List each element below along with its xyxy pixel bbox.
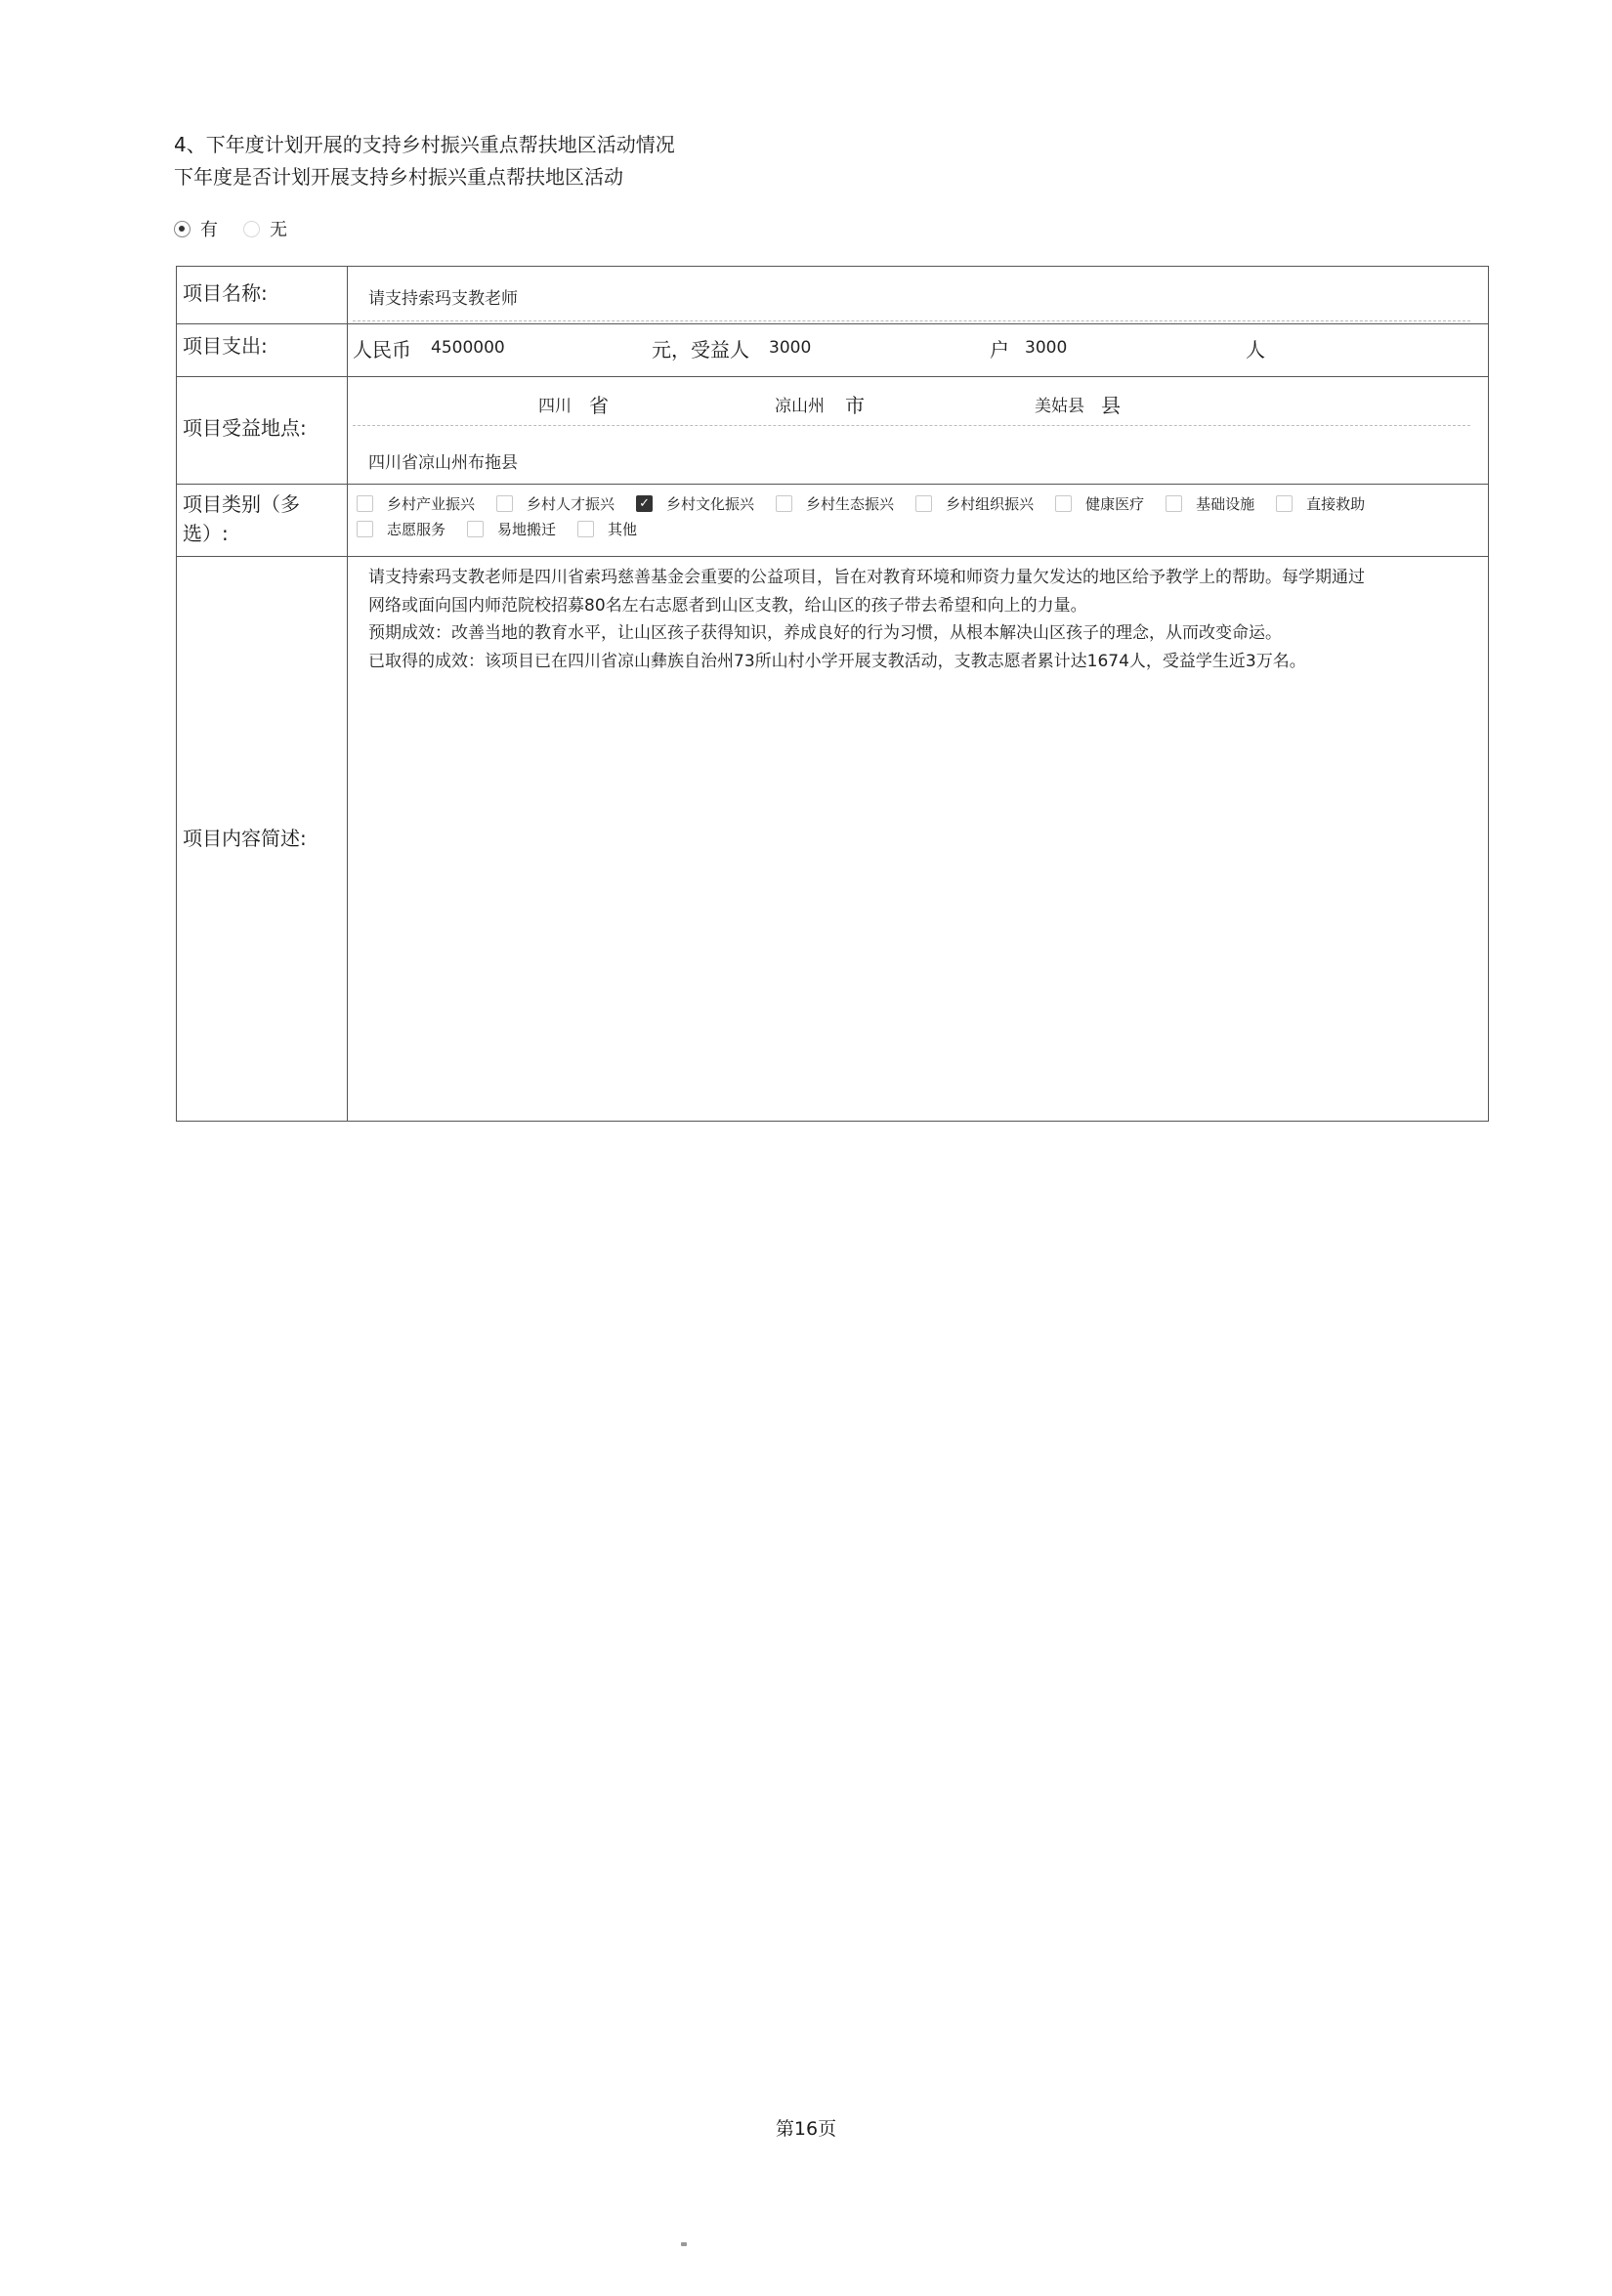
name-label: 项目名称: (183, 281, 268, 305)
checkbox-organization-label: 乡村组织振兴 (946, 495, 1035, 513)
location-underline (353, 425, 1470, 426)
household-unit: 户 (990, 338, 1009, 361)
checkbox-volunteer[interactable] (357, 521, 373, 537)
checkbox-other-label: 其他 (608, 521, 638, 538)
description-label: 项目内容简述: (183, 827, 307, 850)
city-unit: 市 (845, 394, 865, 417)
checkbox-organization[interactable] (915, 495, 932, 512)
people-unit: 人 (1246, 338, 1265, 361)
row-divider (177, 323, 1488, 324)
county-value: 美姑县 (1035, 397, 1084, 416)
row-divider (177, 556, 1488, 557)
checkbox-culture[interactable] (636, 495, 653, 512)
checkbox-industry-label: 乡村产业振兴 (387, 495, 476, 513)
checkbox-talent[interactable] (496, 495, 513, 512)
county-unit: 县 (1101, 394, 1121, 417)
location-label: 项目受益地点: (183, 416, 307, 440)
expense-label: 项目支出: (183, 334, 268, 358)
checkbox-culture-label: 乡村文化振兴 (666, 495, 755, 513)
checkbox-ecology-label: 乡村生态振兴 (806, 495, 895, 513)
checkbox-other[interactable] (577, 521, 594, 537)
table-column-divider (347, 267, 348, 1121)
radio-yes[interactable] (174, 221, 191, 237)
section-heading: 4、下年度计划开展的支持乡村振兴重点帮扶地区活动情况 (174, 133, 675, 156)
checkbox-health-label: 健康医疗 (1085, 495, 1145, 513)
row-divider (177, 484, 1488, 485)
description-line: 网络或面向国内师范院校招募80名左右志愿者到山区支教，给山区的孩子带去希望和向上的力量。 (368, 595, 1087, 616)
description-line: 已取得的成效：该项目已在四川省凉山彝族自治州73所山村小学开展支教活动，支教志愿者累计达1674人，受益学生近3万名。 (368, 651, 1306, 671)
city-value: 凉山州 (775, 397, 825, 416)
category-options-row1 (357, 493, 1386, 514)
radio-no-label: 无 (270, 220, 287, 240)
checkbox-relocation[interactable] (467, 521, 484, 537)
currency-label: 人民币 (353, 338, 411, 361)
checkbox-infrastructure[interactable] (1166, 495, 1182, 512)
plan-radio-group (174, 215, 313, 242)
location-detail: 四川省凉山州布拖县 (368, 453, 518, 473)
description-text (368, 564, 1472, 675)
checkbox-direct-aid[interactable] (1276, 495, 1293, 512)
radio-yes-label: 有 (200, 220, 218, 240)
category-options-row2 (357, 519, 658, 539)
row-divider (177, 376, 1488, 377)
people-value: 3000 (1025, 338, 1068, 358)
page-number: 第16页 (775, 2118, 837, 2140)
radio-no[interactable] (243, 221, 260, 237)
yuan-beneficiary-label: 元，受益人 (652, 338, 749, 361)
checkbox-relocation-label: 易地搬迁 (497, 521, 557, 538)
scan-speck (681, 2242, 687, 2246)
province-value: 四川 (538, 397, 572, 416)
category-label: 项目类别（多选）: (183, 492, 300, 545)
name-underline (353, 320, 1470, 321)
checkbox-talent-label: 乡村人才振兴 (527, 495, 615, 513)
name-value: 请支持索玛支教老师 (368, 289, 518, 309)
plan-question: 下年度是否计划开展支持乡村振兴重点帮扶地区活动 (174, 165, 623, 189)
expense-amount: 4500000 (431, 338, 505, 358)
check-icon: ✓ (639, 496, 650, 511)
description-line: 请支持索玛支教老师是四川省索玛慈善基金会重要的公益项目，旨在对教育环境和师资力量欠发达的地区给予教学上的帮助。每学期通过 (368, 568, 1365, 587)
project-table (176, 266, 1489, 1122)
households-value: 3000 (769, 338, 812, 358)
checkbox-volunteer-label: 志愿服务 (387, 521, 446, 538)
checkbox-health[interactable] (1055, 495, 1072, 512)
checkbox-industry[interactable] (357, 495, 373, 512)
checkbox-direct-aid-label: 直接救助 (1306, 495, 1366, 513)
description-line: 预期成效：改善当地的教育水平，让山区孩子获得知识，养成良好的行为习惯，从根本解决山区孩子的理念，从而改变命运。 (368, 623, 1282, 643)
province-unit: 省 (589, 394, 609, 417)
checkbox-infrastructure-label: 基础设施 (1196, 495, 1255, 513)
checkbox-ecology[interactable] (776, 495, 792, 512)
